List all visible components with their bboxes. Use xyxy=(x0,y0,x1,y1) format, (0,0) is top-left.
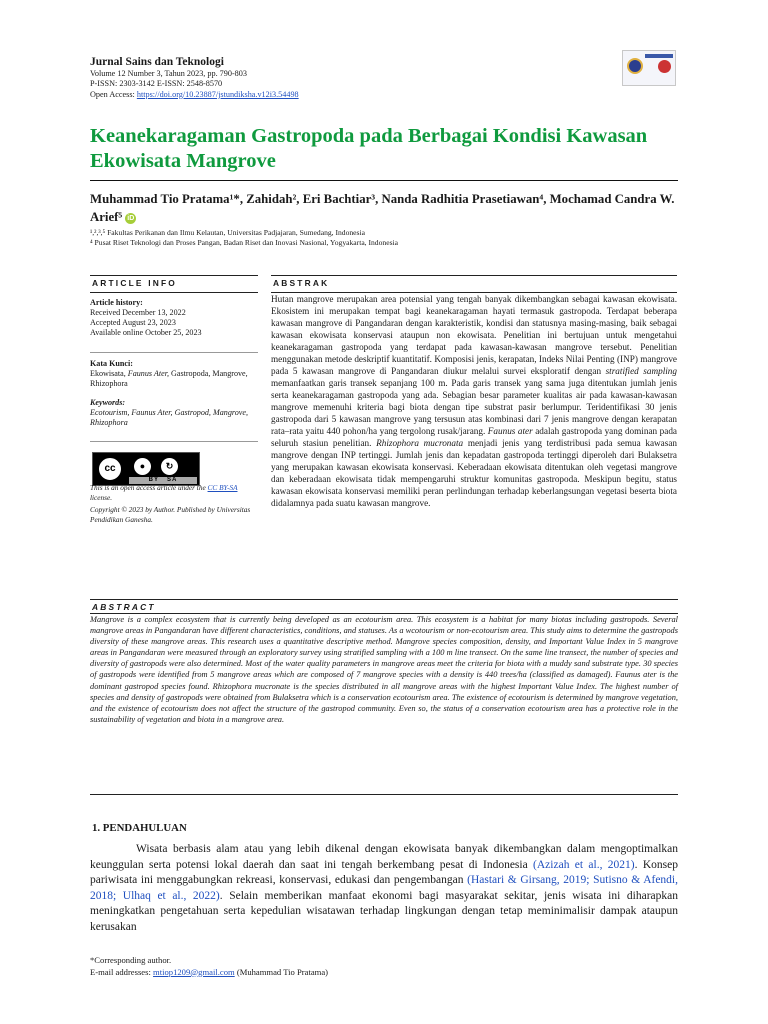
abstrak-text xyxy=(271,293,677,509)
body-text: Wisata berbasis alam atau yang lebih dikenal dengan ekowisata banyak dikembangkan dalam mengoptimalkan keunggulan serta potensi lokal daerah dan saat ini tengah berkembang pesat di Indonesia xyxy=(90,843,678,871)
logo-band xyxy=(645,54,673,58)
license-part: license. xyxy=(90,492,113,502)
kata-kunci-part: Gastropoda, Mangrove, Rhizophora xyxy=(90,369,248,388)
info-divider xyxy=(90,352,258,353)
abstract-text: Mangrove is a complex ecosystem that is currently being developed as an ecotourism area. This ecosystem is a habitat for many biotas including gastropods. Several mangrove areas in Pangandaran have different characteristics, conditions, and statuses. As a wcotourism or non-ecotourism area. This study aims to determine the gastropods diversity of these mangrove areas. This research uses a quantitative descriptive method. Mangrove species composition, density, and Important Value Index in 5 mangrove areas in Pangandaran were measured through an exploratory survey using stratified sampling with a 100 m line transect. On the same line transect, the number of species and diversity of gastropods were also determined. Most of the water quality parameters in mangrove areas meet the criteria for biota with a muddy sand substrate type. 30 species of gastropods were identified from 5 mangrove areas which are composed of 7 mangrove species with a density is 440 trees/ha (classified as damaged). Faunus ater is the dominant gastropod species found. Rhizophora mucronate is the species distributed in all mangrove areas with the highest Important Value Index. The highest number of species and density of gastropods were obtained from Bulaksetra which is a conservation ecotourism area. The existence of ecotourism is determined by mangrove vegetation, and the existence of ecotourism does not affect the structure of the gastropod community. Even so, the status of a conservation ecotourism area has a protective role in the sustainability of vegetation and biota in a mangrove area. xyxy=(90,615,678,724)
keywords-values: Ecotourism, Faunus Ater, Gastropod, Mangrove, Rhizophora xyxy=(90,408,248,427)
journal-volume: Volume 12 Number 3, Tahun 2023, pp. 790-803 xyxy=(90,69,247,78)
kata-kunci-part: Ekowisata, xyxy=(90,369,128,378)
article-info-heading: ARTICLE INFO xyxy=(92,278,178,288)
license-link[interactable]: CC BY-SA xyxy=(207,483,238,492)
citation-link[interactable]: (Hastari & Girsang, 2019; Sutisno & Afendi, 2018; Ulhaq et al., 2022) xyxy=(90,874,679,902)
article-info-rule-top xyxy=(90,275,258,276)
kata-kunci-italic: Faunus Ater, xyxy=(127,369,169,378)
cc-sa-label: SA xyxy=(167,477,178,483)
license-part: This is an open access article under the xyxy=(90,483,208,492)
abstrak-italic: stratified sampling xyxy=(605,366,677,376)
share-alike-icon: ↻ xyxy=(161,458,178,475)
open-access-label: Open Access: xyxy=(90,89,137,99)
license-text xyxy=(90,483,258,502)
author-list xyxy=(90,190,690,226)
affiliation-1: ¹,²,³,⁵ Fakultas Perikanan dan Ilmu Kelautan, Universitas Padjajaran, Sumedang, Indonesia xyxy=(90,228,365,237)
kata-kunci-block xyxy=(90,359,258,389)
body-text: . Konsep pariwisata ini menggabungkan rekreasi, konservasi, edukasi dan pengembangan xyxy=(90,858,678,886)
abstrak-italic: Rhizophora mucronata xyxy=(376,438,464,448)
person-icon: ● xyxy=(134,458,151,475)
article-history xyxy=(90,298,258,338)
email-line xyxy=(90,967,678,979)
info-divider xyxy=(90,441,258,442)
affiliation-2: ⁴ Pusat Riset Teknologi dan Proses Pangan, Badan Riset dan Inovasi Nasional, Yogyakarta, Indonesia xyxy=(90,238,399,247)
body-text: . Selain memberikan manfaat ekonomi bagi masyarakat sekitar, jenis wisata ini diharapkan meningkatkan pengetahuan serta kepedulian wisatawan terhadap lingkungan dengan tetap meminimalisir dampak ataupun kerusakan xyxy=(90,889,678,933)
authors-text: Muhammad Tio Pratama¹*, Zahidah², Eri Bachtiar³, Nanda Radhitia Prasetiawan⁴, Mochamad Candra W. Arief⁵ xyxy=(90,192,675,224)
orcid-icon[interactable]: iD xyxy=(127,214,135,222)
abstrak-part: menjadi jenis yang terdistribusi pada semua kawasan mangrove dengan INP tertinggi. Jumlah jenis dan kepadatan gastropoda tertinggi diperoleh dari Bulaksetra yang merupakan kawasan ekowisata konservasi. Keberadaan ekowisata ditentukan oleh vegetasi mangrove dan keberadaan ekowisata tidak mempengaruhi struktur komunitas gastropoda. Meskipun begitu, status kawasan ekowisata konservasi memiliki peran perlindungan terhadap keberlangsungan vegetasi beserta biota didalamnya pada suatu kawasan mangrove. xyxy=(271,438,677,508)
journal-header xyxy=(90,56,650,100)
article-title: Keanekaragaman Gastropoda pada Berbagai Kondisi Kawasan Ekowisata Mangrove xyxy=(90,125,648,172)
abstract-rule-end xyxy=(90,794,678,795)
journal-name: Jurnal Sains dan Teknologi xyxy=(90,56,224,68)
citation-link[interactable]: (Azizah et al., 2021) xyxy=(533,858,635,871)
badge-icon xyxy=(658,60,671,73)
online-date: Available online October 25, 2023 xyxy=(90,328,202,337)
keywords-label: Keywords: xyxy=(90,398,126,407)
section-body xyxy=(90,842,678,935)
copyright-text: Copyright © 2023 by Author. Published by Universitas Pendidikan Ganesha. xyxy=(90,505,251,524)
abstract-rule-top xyxy=(90,599,678,600)
abstrak-part: Hutan mangrove merupakan area potensial yang tengah banyak dikembangkan sebagai kawasan ekowisata. Ekosistem ini merupakan tempat bagi keanekaragaman hayati termasuk gastropoda. Terdapat beberapa kawasan mangrove di Pangandaran dengan karakteristik, kondisi dan statusnya masing-masing, baik sebagai kawasan ekowisata konservasi ataupun non ekowisata. Penelitian ini bertujuan untuk mengetahui keanekaragaman gastropoda yang terdapat pada kawasan-kawasan mangrove tersebut. Penelitian menggunakan metode deskriptif kuantitatif. Komposisi jenis, kerapatan, Indeks Nilai Penting (INP) mangrove pada 5 kawasan mangrove di Pangandaran diukur melalui survei eksploratif dengan xyxy=(271,294,677,376)
kata-kunci-values xyxy=(90,369,258,389)
journal-logo xyxy=(622,50,676,86)
email-name: (Muhammad Tio Pratama) xyxy=(234,966,329,977)
footnote xyxy=(90,955,678,978)
keywords-block xyxy=(90,398,258,428)
cc-by-label: BY xyxy=(148,477,159,483)
doi-link[interactable]: https://doi.org/10.23887/jstundiksha.v12i3.54498 xyxy=(136,89,299,99)
email-label: E-mail addresses: xyxy=(90,966,154,977)
accepted-date: Accepted August 23, 2023 xyxy=(90,318,176,327)
university-seal-icon xyxy=(627,58,643,74)
title-divider xyxy=(90,180,678,181)
abstrak-part: memanfaatkan garis transek sepanjang 100 m. Pada garis transek yang sama juga ditentukan jumlah jenis serta keanekaragaman gastropoda yang ada. Sebagian besar parameter kualitas air pada kawasan-kawasan mangrove memenuhi kriteria bagi biota dengan tipe substrat pasir berlumpur. Teridentifikasi 30 jenis gastropoda dari 5 kawasan mangrove yang tersusun atas kombinasi dari 7 jenis mangrove dengan kerapatan rata–rata yaitu 440 pohon/ha yang tergolong rusak/jarang. xyxy=(271,378,677,436)
journal-issn: P-ISSN: 2303-3142 E-ISSN: 2548-8570 xyxy=(90,79,223,89)
cc-by-sa-logo[interactable] xyxy=(92,452,200,486)
email-link[interactable]: mtiop1209@gmail.com xyxy=(153,966,235,977)
abstrak-part: adalah gastropoda yang dominan pada seluruh stasiun penelitian. xyxy=(271,426,677,448)
abstrak-heading: ABSTRAK xyxy=(273,278,330,288)
abstrak-italic: Faunus ater xyxy=(487,426,533,436)
journal-doi-line xyxy=(90,90,650,100)
history-label: Article history: xyxy=(90,298,143,307)
cc-icon: cc xyxy=(97,456,123,482)
article-info-rule-bottom xyxy=(90,292,258,293)
corresponding-note: *Corresponding author. xyxy=(90,955,172,965)
abstract-heading: ABSTRACT xyxy=(92,602,156,612)
section-heading: 1. PENDAHULUAN xyxy=(92,822,187,834)
kata-kunci-label: Kata Kunci: xyxy=(90,359,133,368)
received-date: Received December 13, 2022 xyxy=(90,308,186,317)
abstrak-rule-top xyxy=(271,275,677,276)
affiliations xyxy=(90,228,690,248)
